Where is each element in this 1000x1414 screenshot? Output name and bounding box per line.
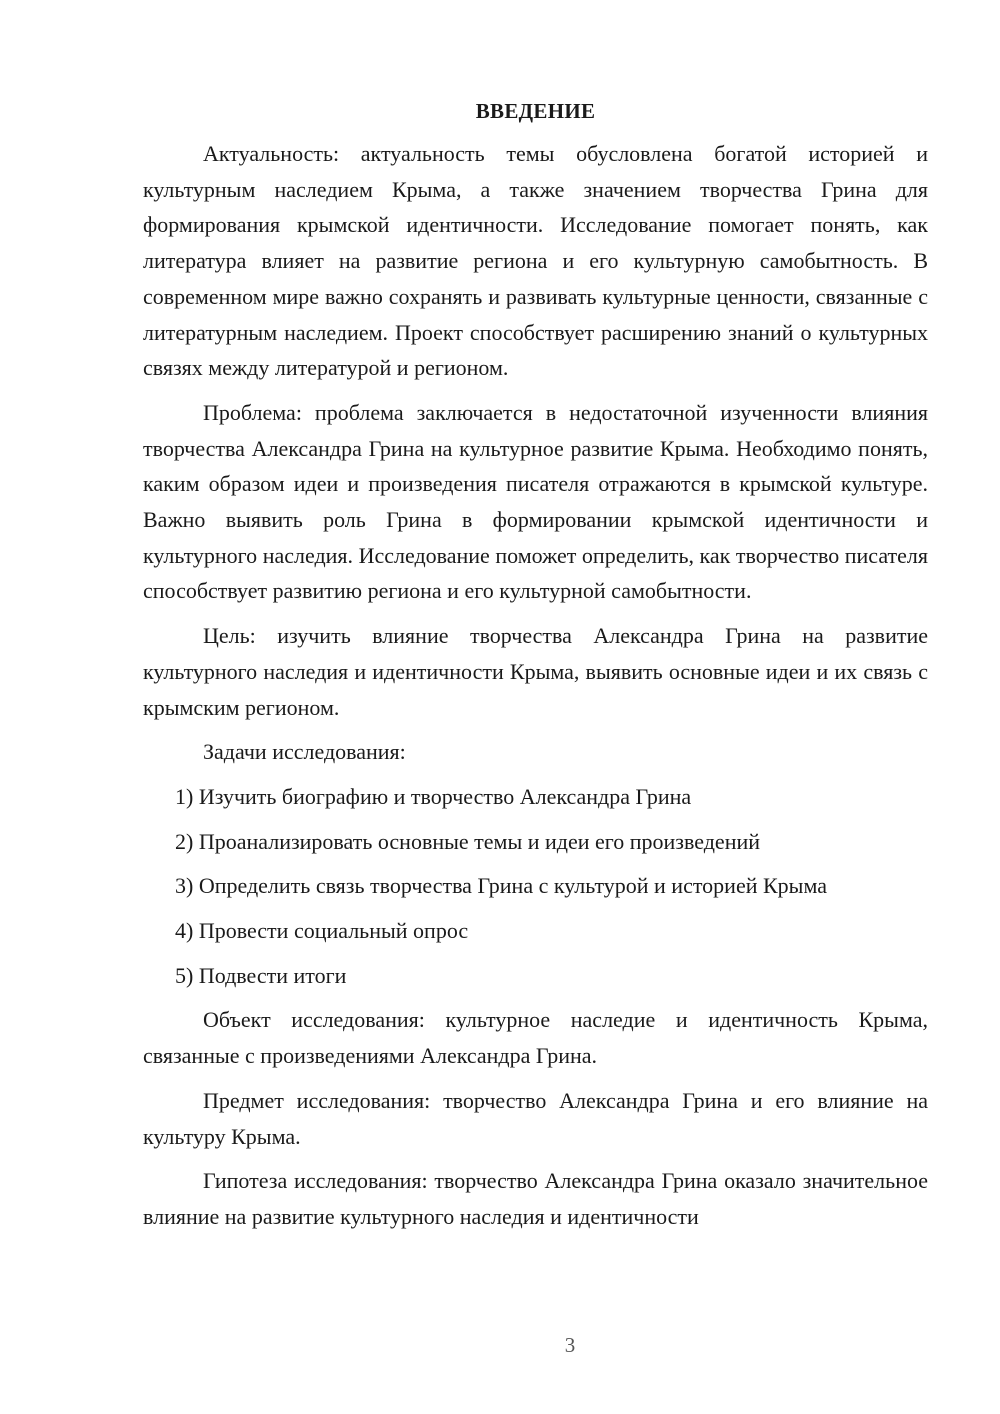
list-item: 1) Изучить биографию и творчество Александра Грина [175,783,692,809]
page-number: 3 [564,1333,576,1357]
list-item: 5) Подвести итоги [175,962,347,988]
section-title: ВВЕДЕНИЕ [475,99,596,123]
tasks-heading: Задачи исследования: [203,739,406,765]
tasks-list [143,779,928,994]
object-paragraph: Объект исследования: культурное наследие и идентичность Крыма, связанные с произведениями Александра Грина. [143,1007,928,1069]
relevance-paragraph: Актуальность: актуальность темы обусловлена богатой историей и культурным наследием Крыма, а также значением творчества Грина для формирования крымской идентичности. Исследование помогает понять, как литература влияет на развитие региона и его культурную самобытность. В современном мире важно сохранять и развивать культурные ценности, связанные с литературным наследием. Проект способствует расширению знаний о культурных связях между литературой и регионом. [143,141,928,381]
subject-paragraph: Предмет исследования: творчество Александра Грина и его влияние на культуру Крыма. [143,1087,928,1149]
list-item: 4) Провести социальный опрос [175,918,469,944]
problem-paragraph: Проблема: проблема заключается в недостаточной изученности влияния творчества Александра Грина на культурное развитие Крыма. Необходимо понять, каким образом идеи и произведения писателя отражаются в крымской культуре. Важно выявить роль Грина в формировании крымской идентичности и культурного наследия. Исследование поможет определить, как творчество писателя способствует развитию региона и его культурной самобытности. [143,399,928,604]
document-page [143,96,928,1244]
list-item: 2) Проанализировать основные темы и идеи его произведений [175,828,761,854]
goal-paragraph: Цель: изучить влияние творчества Александра Грина на развитие культурного наследия и идентичности Крыма, выявить основные идеи и их связь с крымским регионом. [143,623,928,720]
list-item: 3) Определить связь творчества Грина с культурой и историей Крыма [175,873,827,899]
hypothesis-paragraph: Гипотеза исследования: творчество Александра Грина оказало значительное влияние на развитие культурного наследия и идентичности [143,1168,928,1229]
